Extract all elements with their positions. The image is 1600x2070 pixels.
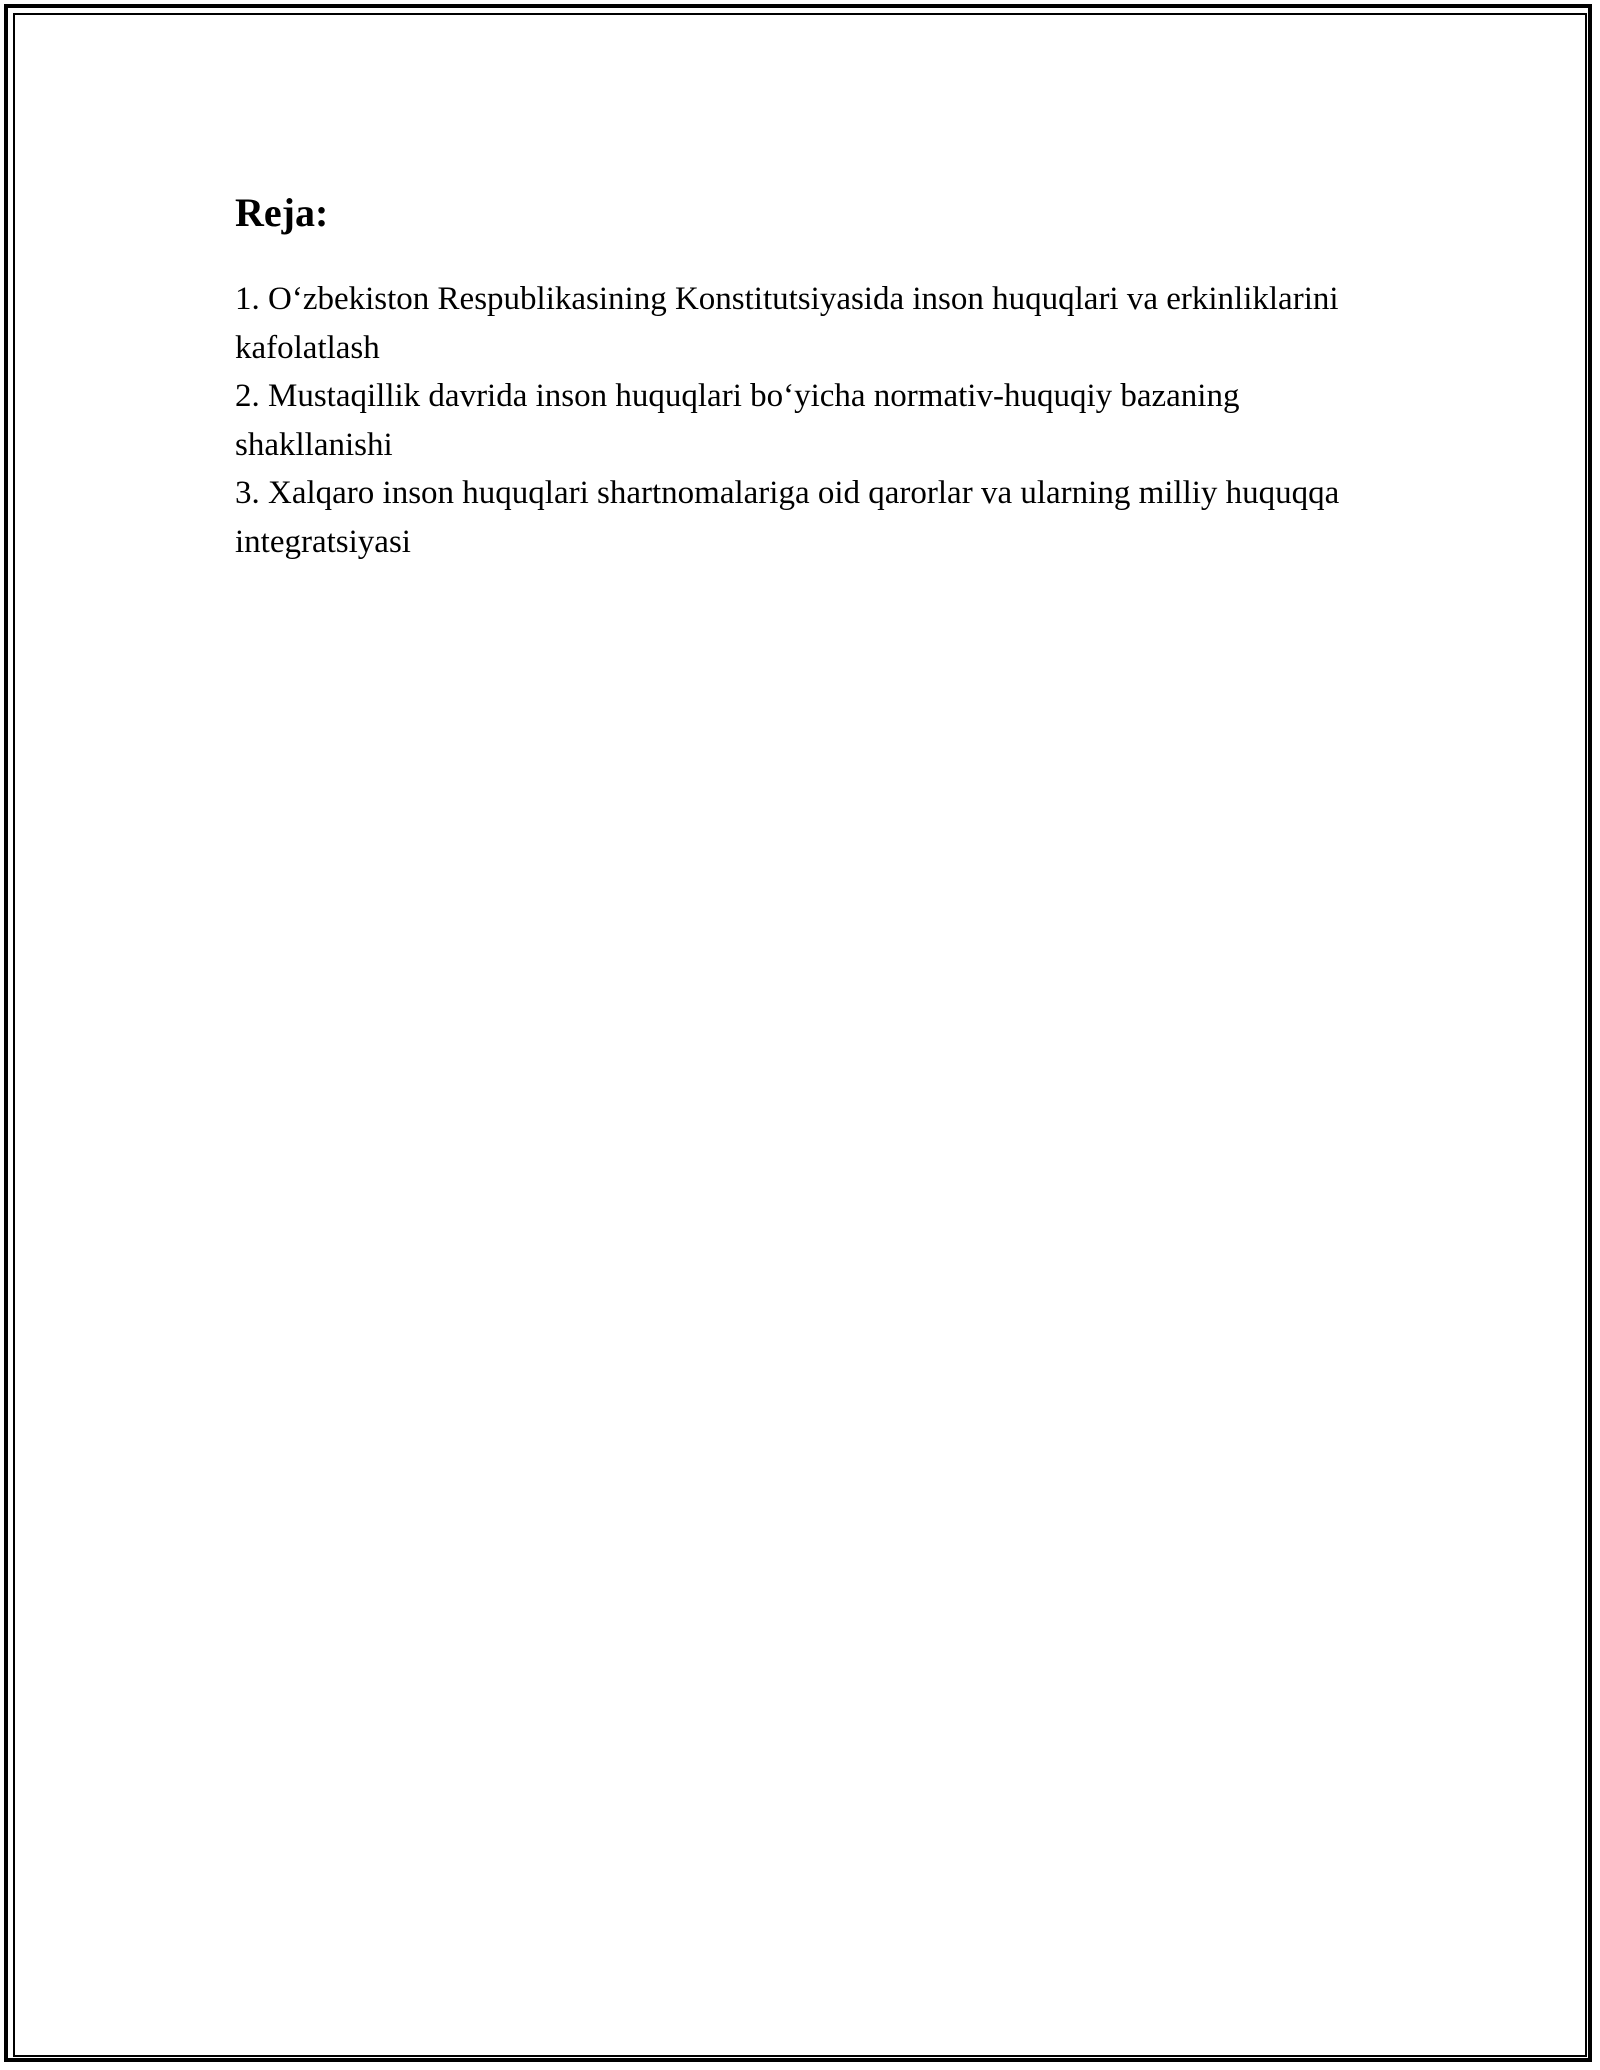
plan-item-1: 1. O‘zbekiston Respublikasining Konstitutsiyasida inson huquqlari va erkinliklarini kafolatlash bbox=[235, 281, 1339, 366]
plan-title: Reja: bbox=[235, 190, 329, 235]
plan-item-2: 2. Mustaqillik davrida inson huquqlari bo‘yicha normativ-huquqiy bazaning shakllanishi bbox=[235, 378, 1240, 463]
document-content bbox=[235, 185, 1385, 566]
plan-list bbox=[235, 275, 1385, 566]
plan-item-3: 3. Xalqaro inson huquqlari shartnomalariga oid qarorlar va ularning milliy huquqqa integratsiyasi bbox=[235, 475, 1340, 560]
